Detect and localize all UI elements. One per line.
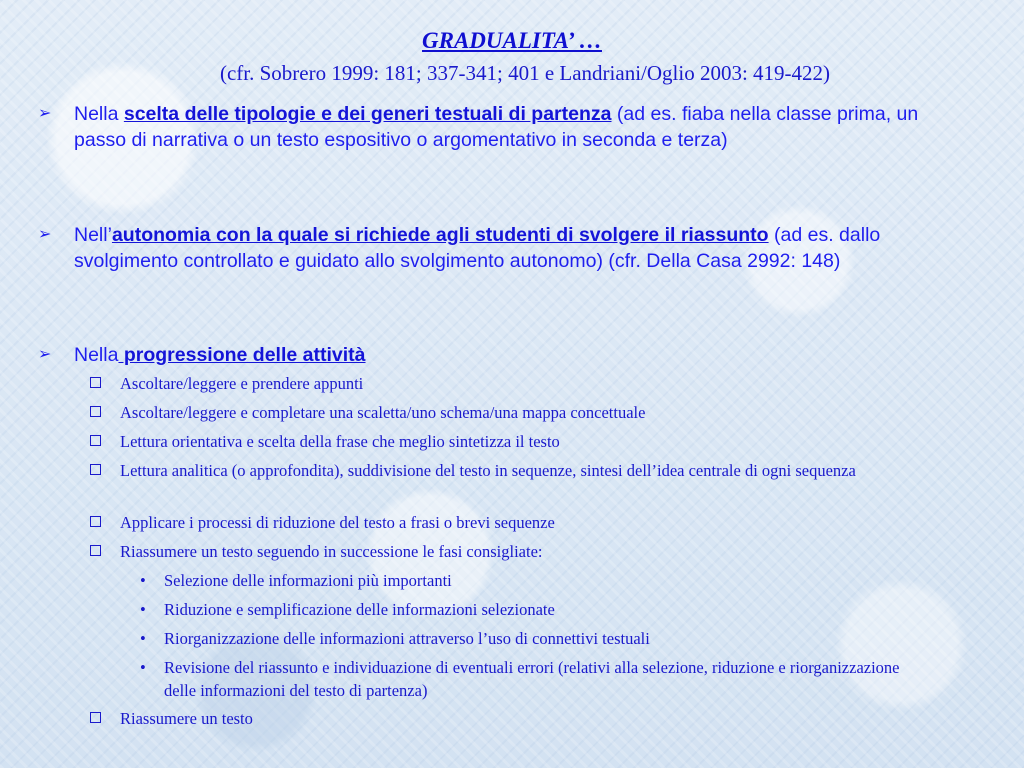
bullet-2-text: Nell’autonomia con la quale si richiede agli studenti di svolgere il riassunto (ad es. dallo svolgimento controllato e guidato allo svolgimento autonomo) (cfr. Della Casa 2992: 148)	[74, 224, 881, 272]
checkbox-bullet-icon	[90, 545, 101, 556]
list-item: Riassumere un testo	[90, 707, 950, 730]
list-item: Lettura analitica (o approfondita), suddivisione del testo in sequenze, sintesi dell’idea centrale di ogni sequenza	[90, 459, 950, 482]
dot-bullet-icon: •	[140, 629, 146, 648]
phase-item: • Selezione delle informazioni più importanti	[140, 571, 452, 590]
bullet-2	[38, 222, 958, 274]
list-item: Applicare i processi di riduzione del testo a frasi o brevi sequenze	[90, 511, 950, 534]
arrow-bullet-icon: ➢	[38, 226, 52, 243]
bullet-2-highlight: autonomia con la quale si richiede agli studenti di svolgere il riassunto	[111, 224, 769, 246]
phase-item: • Riduzione e semplificazione delle informazioni selezionate	[140, 600, 555, 619]
checkbox-bullet-icon	[90, 377, 101, 388]
bullet-1-highlight: scelta delle tipologie e dei generi testuali di partenza	[123, 103, 612, 125]
checkbox-bullet-icon	[90, 516, 101, 527]
slide-subtitle: (cfr. Sobrero 1999: 181; 337-341; 401 e Landriani/Oglio 2003: 419-422)	[219, 61, 831, 85]
checkbox-bullet-icon	[90, 712, 101, 723]
bullet-1-text: Nella scelta delle tipologie e dei generi testuali di partenza (ad es. fiaba nella classe prima, un passo di narrativa o un testo espositivo o argomentativo in seconda e terza)	[74, 103, 919, 151]
dot-bullet-icon: •	[140, 658, 146, 677]
checkbox-bullet-icon	[90, 435, 101, 446]
dot-bullet-icon: •	[140, 571, 146, 590]
bullet-3	[38, 342, 958, 368]
checkbox-bullet-icon	[90, 464, 101, 475]
checkbox-bullet-icon	[90, 406, 101, 417]
dot-bullet-icon: •	[140, 600, 146, 619]
bullet-3-highlight: progressione delle attività	[118, 344, 366, 366]
list-item: Ascoltare/leggere e completare una scaletta/uno schema/una mappa concettuale	[90, 401, 950, 424]
phase-item: • Revisione del riassunto e individuazione di eventuali errori (relativi alla selezione, riduzione e riorganizzazione delle informazioni del testo di partenza)	[140, 658, 900, 700]
bullet-3-text: Nella progressione delle attività	[74, 344, 366, 366]
list-item: Ascoltare/leggere e prendere appunti	[90, 372, 950, 395]
list-item: Lettura orientativa e scelta della frase che meglio sintetizza il testo	[90, 430, 950, 453]
slide-title: GRADUALITA’ …	[422, 28, 602, 53]
arrow-bullet-icon: ➢	[38, 105, 52, 122]
bullet-1	[38, 101, 958, 153]
arrow-bullet-icon: ➢	[38, 346, 52, 363]
list-item: Riassumere un testo seguendo in successione le fasi consigliate:	[90, 540, 950, 563]
phase-item: • Riorganizzazione delle informazioni attraverso l’uso di connettivi testuali	[140, 629, 650, 648]
